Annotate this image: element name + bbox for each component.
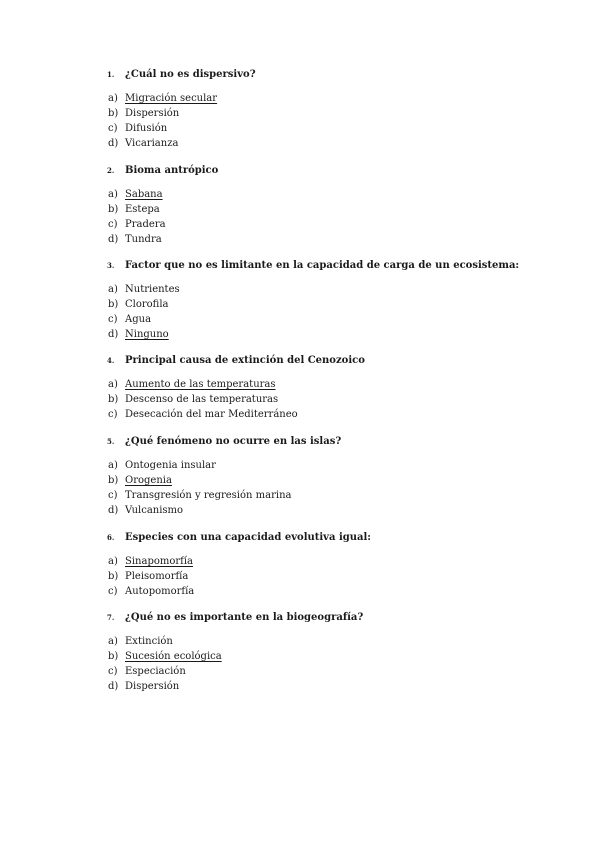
option-text: Autopomorfía [125,586,195,597]
option-text-correct: Aumento de las temperaturas [125,379,276,390]
option-text: Pleisomorfía [125,571,189,582]
option-item [0,407,600,422]
option-letter: d) [108,505,119,516]
option-item [0,232,600,247]
option-text-correct: Sucesión ecológica [125,651,222,662]
option-letter: d) [108,681,119,692]
question-number: 7. [107,613,115,622]
option-item [0,679,600,694]
option-letter: d) [108,138,119,149]
question-title [0,610,600,626]
option-letter: b) [108,651,119,662]
option-text: Desecación del mar Mediterráneo [125,409,298,420]
option-item [0,121,600,136]
question-7 [0,610,600,694]
option-item [0,187,600,202]
question-text: Factor que no es limitante en la capacidad de carga de un ecosistema: [125,260,520,271]
option-letter: a) [108,379,118,390]
option-text: Difusión [125,123,168,134]
option-text-correct: Orogenia [125,475,172,486]
question-number: 1. [107,70,115,79]
option-item [0,473,600,488]
option-letter: b) [108,204,119,215]
option-item [0,106,600,121]
question-4 [0,353,600,422]
question-1 [0,67,600,151]
option-item [0,377,600,392]
option-item [0,458,600,473]
option-letter: c) [108,490,118,501]
option-letter: b) [108,571,119,582]
option-text: Vulcanismo [125,505,184,516]
option-item [0,664,600,679]
option-letter: a) [108,284,118,295]
option-letter: b) [108,299,119,310]
option-text-correct: Sabana [125,189,163,200]
option-letter: c) [108,409,118,420]
option-letter: a) [108,189,118,200]
option-text: Vicarianza [125,138,179,149]
option-text: Agua [125,314,152,325]
option-item [0,202,600,217]
question-number: 3. [107,261,115,270]
options-list [0,458,600,518]
question-number: 6. [107,533,115,542]
question-text: Bioma antrópico [125,165,219,176]
option-letter: b) [108,394,119,405]
option-item [0,297,600,312]
options-list [0,91,600,151]
question-number: 4. [107,356,115,365]
option-text: Extinción [125,636,173,647]
option-text-correct: Migración secular [125,93,218,104]
question-text: ¿Cuál no es dispersivo? [125,69,256,80]
option-item [0,217,600,232]
option-letter: b) [108,108,119,119]
option-letter: c) [108,314,118,325]
question-title [0,163,600,179]
option-item [0,488,600,503]
question-text: ¿Qué fenómeno no ocurre en las islas? [125,436,342,447]
option-text: Tundra [125,234,162,245]
option-item [0,569,600,584]
question-5 [0,434,600,518]
option-text: Estepa [125,204,160,215]
option-letter: c) [108,666,118,677]
options-list [0,554,600,599]
option-text: Nutrientes [125,284,180,295]
question-title [0,258,600,274]
options-list [0,187,600,247]
option-item [0,136,600,151]
option-item [0,91,600,106]
option-text: Especiación [125,666,186,677]
option-letter: c) [108,219,118,230]
option-letter: c) [108,123,118,134]
option-item [0,554,600,569]
options-list [0,282,600,342]
option-letter: d) [108,329,119,340]
question-6 [0,530,600,599]
option-letter: a) [108,93,118,104]
question-title [0,353,600,369]
question-text: ¿Qué no es importante en la biogeografía? [125,612,364,623]
option-text-correct: Ninguno [125,329,169,340]
option-item [0,312,600,327]
option-text: Clorofila [125,299,169,310]
option-text-correct: Sinapomorfía [125,556,194,567]
option-item [0,282,600,297]
option-item [0,327,600,342]
option-text: Pradera [125,219,166,230]
option-item [0,584,600,599]
option-letter: b) [108,475,119,486]
question-number: 2. [107,166,115,175]
question-2 [0,163,600,247]
option-text: Descenso de las temperaturas [125,394,279,405]
option-item [0,649,600,664]
option-letter: a) [108,636,118,647]
option-letter: a) [108,460,118,471]
option-text: Dispersión [125,108,180,119]
options-list [0,377,600,422]
question-title [0,530,600,546]
question-number: 5. [107,437,115,446]
question-text: Especies con una capacidad evolutiva igual: [125,532,371,543]
option-item [0,392,600,407]
option-letter: d) [108,234,119,245]
question-title [0,67,600,83]
option-text: Ontogenia insular [125,460,216,471]
options-list [0,634,600,694]
option-text: Transgresión y regresión marina [125,490,292,501]
option-letter: c) [108,586,118,597]
question-text: Principal causa de extinción del Cenozoico [125,355,365,366]
option-item [0,634,600,649]
option-item [0,503,600,518]
question-title [0,434,600,450]
question-3 [0,258,600,342]
option-text: Dispersión [125,681,180,692]
option-letter: a) [108,556,118,567]
